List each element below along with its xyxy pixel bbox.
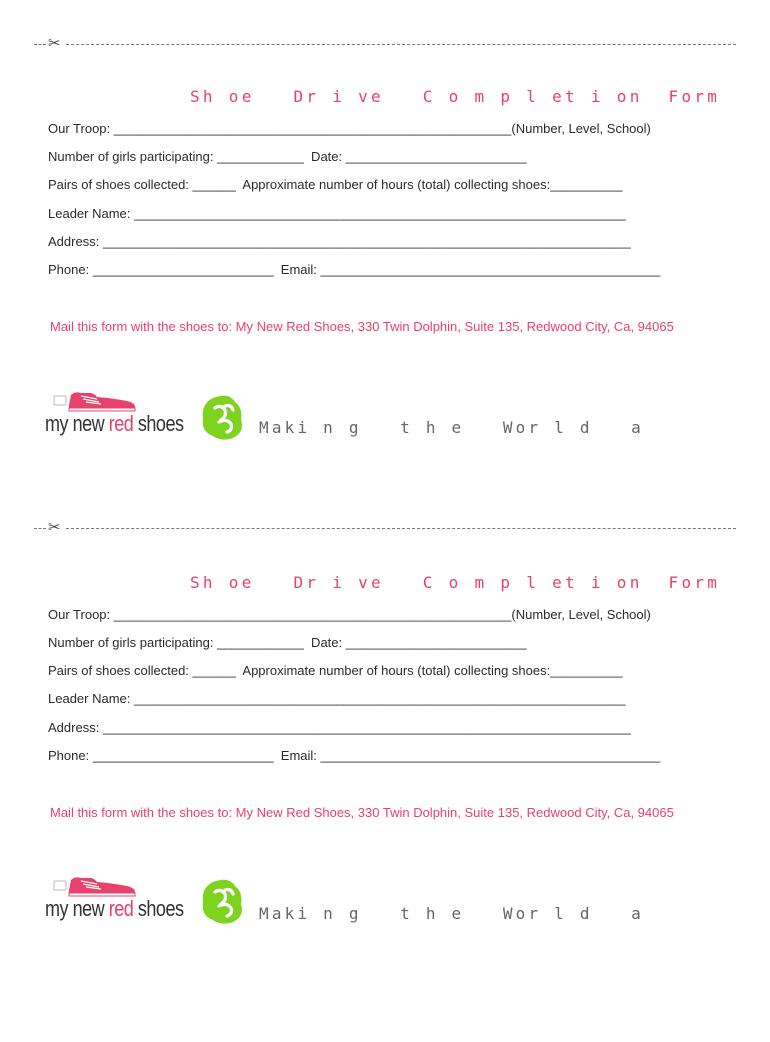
address-field[interactable]: Address: _________________________________________________________________________ (48, 234, 631, 249)
tagline: Maki n g t h e Wor l d a (259, 418, 644, 437)
cut-line-top (34, 34, 736, 52)
scissors-icon: ✂ (48, 34, 61, 52)
mail-instructions: Mail this form with the shoes to: My New Red Shoes, 330 Twin Dolphin, Suite 135, Redwood City, Ca, 94065 (50, 805, 674, 820)
leader-name-field[interactable]: Leader Name: ____________________________________________________________________ (48, 206, 626, 221)
my-new-red-shoes-logo (45, 387, 190, 443)
troop-field[interactable]: Our Troop: _______________________________________________________(Number, Level, School) (48, 121, 651, 136)
phone-email-field[interactable]: Phone: _________________________ Email: _______________________________________________ (48, 748, 661, 763)
girls-date-field[interactable]: Number of girls participating: ____________ Date: _________________________ (48, 635, 527, 650)
leader-name-field[interactable]: Leader Name: ____________________________________________________________________ (48, 691, 626, 706)
phone-email-field[interactable]: Phone: _________________________ Email: _______________________________________________ (48, 262, 661, 277)
completion-form-2 (0, 572, 770, 1042)
cut-line-middle (34, 518, 736, 536)
sneaker-icon (51, 387, 137, 413)
girls-date-field[interactable]: Number of girls participating: ____________ Date: _________________________ (48, 149, 527, 164)
scissors-icon: ✂ (48, 518, 61, 536)
logo-wordmark: my new red shoes (45, 411, 184, 436)
tagline: Maki n g t h e Wor l d a (259, 904, 644, 923)
my-new-red-shoes-logo (45, 872, 190, 928)
form-title: Sh oe Dr i ve C o m p l et i on Form (190, 87, 721, 106)
troop-field[interactable]: Our Troop: _______________________________________________________(Number, Level, School) (48, 607, 651, 622)
form-title: Sh oe Dr i ve C o m p l et i on Form (190, 573, 721, 592)
trefoil-icon (199, 394, 247, 442)
sneaker-icon (51, 872, 137, 898)
pairs-hours-field[interactable]: Pairs of shoes collected: ______ Approximate number of hours (total) collecting shoes:__________ (48, 177, 623, 192)
trefoil-icon (199, 878, 247, 926)
mail-instructions: Mail this form with the shoes to: My New Red Shoes, 330 Twin Dolphin, Suite 135, Redwood City, Ca, 94065 (50, 319, 674, 334)
logo-wordmark: my new red shoes (45, 896, 184, 921)
pairs-hours-field[interactable]: Pairs of shoes collected: ______ Approximate number of hours (total) collecting shoes:__________ (48, 663, 623, 678)
address-field[interactable]: Address: _________________________________________________________________________ (48, 720, 631, 735)
completion-form-1 (0, 86, 770, 556)
